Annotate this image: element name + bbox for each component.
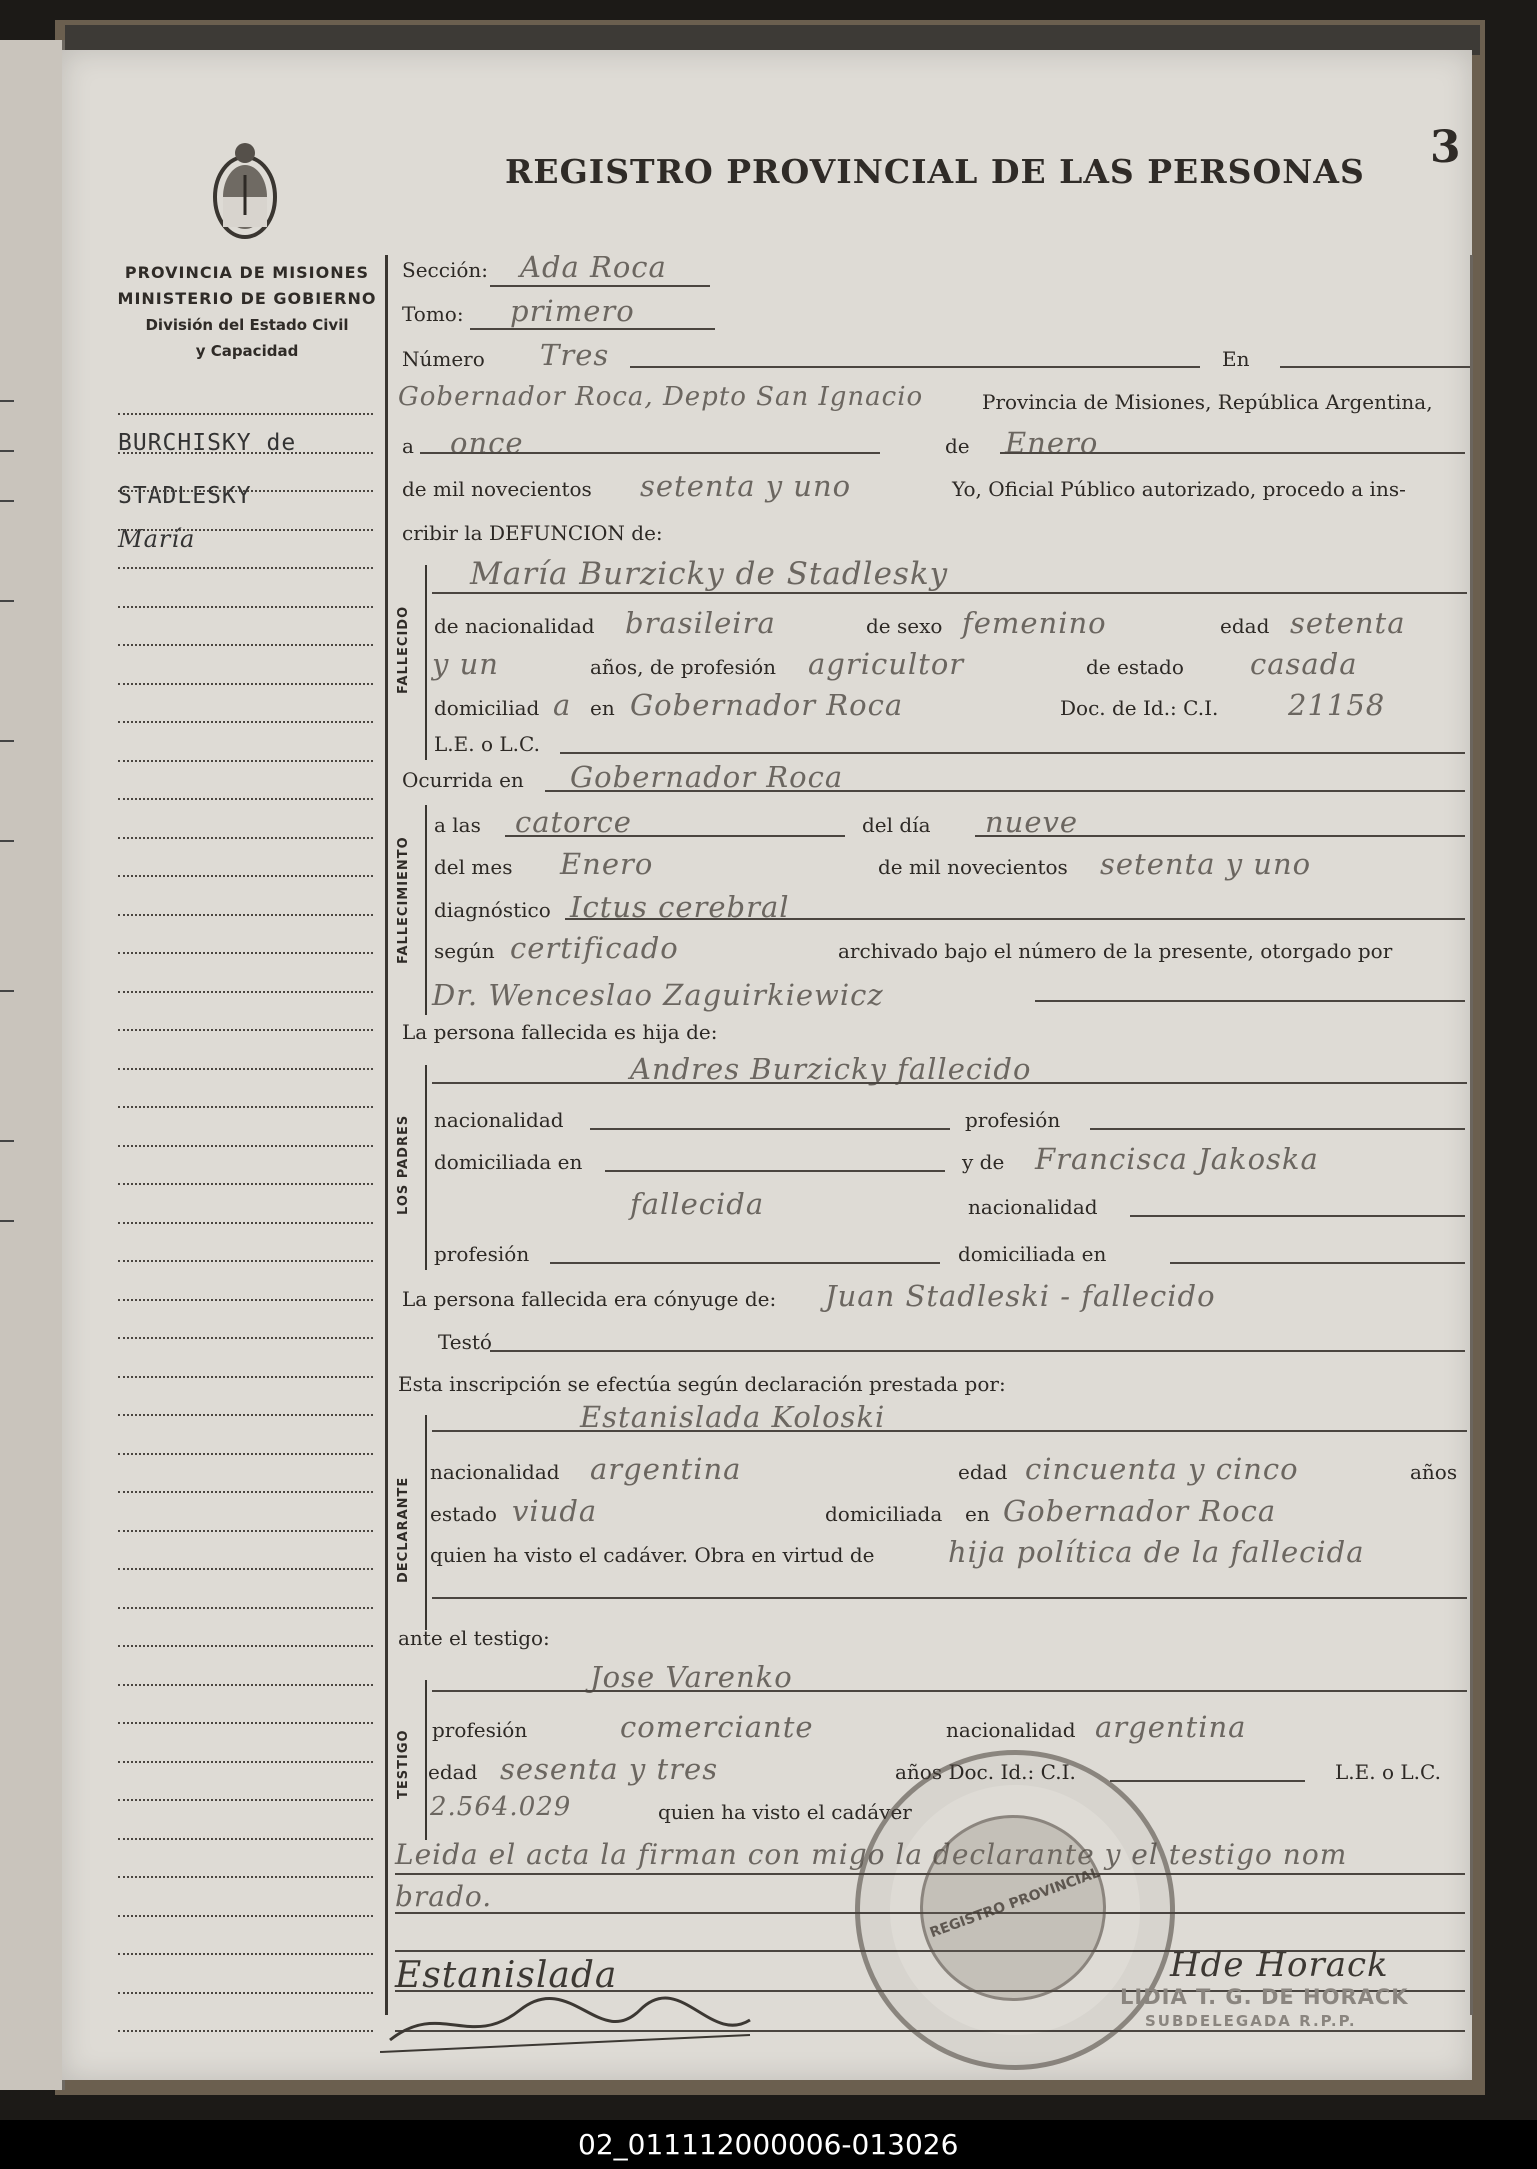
estado-value: casada <box>1250 647 1358 681</box>
y-de-label: y de <box>962 1150 1005 1174</box>
edad-decl-value: cincuenta y cinco <box>1025 1452 1299 1486</box>
nac-test-label: nacionalidad <box>946 1718 1076 1742</box>
testo-line <box>490 1350 1465 1352</box>
en-label: En <box>1222 347 1250 371</box>
domic-decl-label: domiciliada <box>825 1502 943 1526</box>
tomo-label: Tomo: <box>402 302 464 326</box>
testigo-line <box>432 1690 1467 1692</box>
margin-rule <box>118 1645 373 1647</box>
margin-rule <box>118 1953 373 1955</box>
official-name: LIDIA T. G. DE HORACK <box>1120 1985 1409 2009</box>
nac-decl-value: argentina <box>590 1452 742 1486</box>
margin-surname-2: STADLESKY <box>118 483 252 509</box>
side-label-fallecido: FALLECIDO <box>396 605 411 695</box>
side-label-declarante: DECLARANTE <box>396 1476 411 1584</box>
prof-test-label: profesión <box>432 1718 528 1742</box>
nac-test-value: argentina <box>1095 1710 1247 1744</box>
leida-value-2: brado. <box>395 1880 493 1913</box>
seccion-label: Sección: <box>402 258 488 282</box>
nacionalidad3-label: nacionalidad <box>968 1195 1098 1219</box>
visto-text: quien ha visto el cadáver. Obra en virtud de <box>430 1543 875 1567</box>
le-lc2-label: L.E. o L.C. <box>1335 1760 1441 1784</box>
official-signature: Hde Horack <box>1170 1945 1389 1985</box>
block-bracket <box>425 1415 427 1630</box>
edad-label: edad <box>1220 614 1270 638</box>
nacionalidad-value: brasileira <box>625 606 776 640</box>
testigo-value: Jose Varenko <box>590 1660 793 1694</box>
conyuge-text: La persona fallecida era cónyuge de: <box>402 1287 777 1311</box>
nacionalidad2-line <box>590 1128 950 1130</box>
year-label: de mil novecientos <box>402 477 592 501</box>
margin-rule <box>118 1876 373 1878</box>
block-bracket <box>425 1680 427 1840</box>
doc-label: Doc. de Id.: C.I. <box>1060 696 1219 720</box>
margin-rule <box>118 1799 373 1801</box>
tomo-value: primero <box>510 294 635 328</box>
document-title: REGISTRO PROVINCIAL DE LAS PERSONAS <box>505 152 1365 191</box>
doctor-line <box>1035 1000 1465 1002</box>
margin-rule <box>118 1761 373 1763</box>
declarante-value: Estanislada Koloski <box>580 1400 886 1434</box>
margin-rule <box>118 1414 373 1416</box>
previous-page-edge <box>0 40 65 2090</box>
en-line <box>1280 366 1470 368</box>
fallecida-value: fallecida <box>630 1187 765 1221</box>
doctor-value: Dr. Wenceslao Zaguirkiewicz <box>432 978 884 1012</box>
domiciliada-line <box>605 1170 945 1172</box>
margin-rule <box>118 1453 373 1455</box>
numero-label: Número <box>402 347 485 371</box>
margin-rule <box>118 1491 373 1493</box>
margin-rule <box>118 1106 373 1108</box>
domic-decl-value: Gobernador Roca <box>1003 1494 1277 1528</box>
issuing-authority <box>112 260 382 364</box>
official-title: SUBDELEGADA R.P.P. <box>1145 2012 1357 2030</box>
side-label-padres: LOS PADRES <box>396 1114 411 1216</box>
diagnostico-label: diagnóstico <box>434 898 551 922</box>
declarante-line <box>432 1430 1467 1432</box>
anio-value: setenta y uno <box>1100 847 1312 881</box>
margin-rule <box>118 1607 373 1609</box>
official-seal-stamp <box>855 1750 1175 2070</box>
block-bracket <box>425 805 427 1015</box>
margin-rule <box>118 837 373 839</box>
inscribir-text: cribir la DEFUNCION de: <box>402 521 663 545</box>
domiciliad-suffix: a <box>553 688 572 722</box>
margin-rule <box>118 1299 373 1301</box>
province-label: PROVINCIA DE MISIONES <box>124 263 370 282</box>
segun-label: según <box>434 939 495 963</box>
declarante-signature: Estanislada <box>395 1955 618 1996</box>
padre-line <box>432 1082 1467 1084</box>
margin-rule <box>118 1684 373 1686</box>
mes-value: Enero <box>560 847 654 881</box>
inscripcion-text: Esta inscripción se efectúa según declaración prestada por: <box>398 1372 1006 1396</box>
month-value: Enero <box>1005 426 1099 460</box>
hora-value: catorce <box>515 805 632 839</box>
block-bracket <box>425 565 427 760</box>
le-lc-label: L.E. o L.C. <box>434 732 540 756</box>
profesion3-label: profesión <box>434 1242 530 1266</box>
sexo-value: femenino <box>962 606 1107 640</box>
day-line <box>420 452 880 454</box>
edad-decl-label: edad <box>958 1460 1008 1484</box>
division-label-2: y Capacidad <box>195 342 299 360</box>
seccion-value: Ada Roca <box>520 250 667 284</box>
leida-value: Leida el acta la firman con migo la declarante y el testigo nom <box>395 1838 1348 1871</box>
ocurrida-value: Gobernador Roca <box>570 760 844 794</box>
margin-rule <box>118 1722 373 1724</box>
margin-rule <box>118 1376 373 1378</box>
doc-test-value: 2.564.029 <box>430 1792 572 1822</box>
margin-given-name: María <box>118 525 196 553</box>
domicilio-en-label: en <box>590 696 615 720</box>
margin-rule <box>118 490 373 492</box>
day-value: once <box>450 426 524 460</box>
side-label-testigo: TESTIGO <box>396 1729 411 1800</box>
testo-label: Testó <box>438 1330 492 1354</box>
domiciliada2-label: domiciliada en <box>958 1242 1107 1266</box>
margin-rule <box>118 1222 373 1224</box>
margin-rule <box>118 1068 373 1070</box>
block-bracket <box>425 1065 427 1270</box>
margin-rule <box>118 1992 373 1994</box>
stamp-text: REGISTRO PROVINCIAL <box>927 1864 1103 1942</box>
diagnostico-value: Ictus cerebral <box>570 890 790 924</box>
margin-rule <box>118 683 373 685</box>
virtud-line-2 <box>432 1597 1467 1599</box>
column-divider <box>385 255 388 2015</box>
domiciliada-label: domiciliada en <box>434 1150 583 1174</box>
division-label: División del Estado Civil <box>145 316 349 334</box>
margin-rule <box>118 1337 373 1339</box>
numero-value: Tres <box>540 338 610 372</box>
domiciliada2-line <box>1170 1262 1465 1264</box>
ocurrida-label: Ocurrida en <box>402 768 524 792</box>
ocurrida-line <box>545 790 1465 792</box>
de-label: de <box>945 434 970 458</box>
padre-value: Andres Burzicky fallecido <box>630 1052 1032 1086</box>
side-label-fallecimiento: FALLECIMIENTO <box>396 836 411 964</box>
hija-text: La persona fallecida es hija de: <box>402 1020 718 1044</box>
doc-value: 21158 <box>1288 688 1386 722</box>
sexo-label: de sexo <box>866 614 943 638</box>
dia-value: nueve <box>985 805 1079 839</box>
visto2-text: quien ha visto el cadáver <box>658 1800 912 1824</box>
margin-rule <box>118 567 373 569</box>
anos-doc-label: años Doc. Id.: C.I. <box>895 1760 1076 1784</box>
madre-value: Francisca Jakoska <box>1035 1142 1319 1176</box>
a-label: a <box>402 434 414 458</box>
le-lc-line <box>560 752 1465 754</box>
testigo-text: ante el testigo: <box>398 1626 550 1650</box>
margin-rule <box>118 1029 373 1031</box>
tomo-line <box>470 328 715 330</box>
margin-rule <box>118 875 373 877</box>
nac-decl-label: nacionalidad <box>430 1460 560 1484</box>
margin-rule <box>118 644 373 646</box>
ministry-label: MINISTERIO DE GOBIERNO <box>117 289 377 308</box>
nacionalidad-label: de nacionalidad <box>434 614 595 638</box>
virtud-value: hija política de la fallecida <box>948 1535 1365 1569</box>
oficial-text: Yo, Oficial Público autorizado, procedo a ins- <box>952 477 1406 501</box>
edad-value-2: y un <box>432 647 499 681</box>
dia-line <box>975 835 1465 837</box>
margin-rule <box>118 529 373 531</box>
margin-rule <box>118 1260 373 1262</box>
document-id: 02_011112000006-013026 <box>578 2128 959 2161</box>
anos-label: años <box>1410 1460 1458 1484</box>
year-value: setenta y uno <box>640 469 852 503</box>
conyuge-value: Juan Stadleski - fallecido <box>825 1279 1216 1313</box>
diagnostico-line <box>565 918 1465 920</box>
nacionalidad2-label: nacionalidad <box>434 1108 564 1132</box>
en-decl-label: en <box>965 1502 990 1526</box>
place-value: Gobernador Roca, Depto San Ignacio <box>398 382 924 412</box>
domicilio-value: Gobernador Roca <box>630 688 904 722</box>
prof-test-value: comerciante <box>620 1710 814 1744</box>
margin-rule <box>118 1145 373 1147</box>
domiciliad-label: domiciliad <box>434 696 540 720</box>
seccion-line <box>490 285 710 287</box>
margin-rule <box>118 914 373 916</box>
argentina-coat-of-arms-icon <box>205 135 285 245</box>
margin-rule <box>118 1530 373 1532</box>
signature-scribble <box>380 1990 760 2060</box>
numero-line <box>630 366 1200 368</box>
profesion-value: agricultor <box>808 647 965 681</box>
estado-decl-label: estado <box>430 1502 497 1526</box>
estado-decl-value: viuda <box>512 1494 598 1528</box>
anos-profesion-label: años, de profesión <box>590 655 777 679</box>
month-line <box>1000 452 1465 454</box>
margin-rule <box>118 606 373 608</box>
margin-rule <box>118 991 373 993</box>
edad-value: setenta <box>1290 606 1406 640</box>
profesion2-label: profesión <box>965 1108 1061 1132</box>
edad-test-label: edad <box>428 1760 478 1784</box>
del-dia-label: del día <box>862 813 931 837</box>
margin-rule <box>118 1915 373 1917</box>
deceased-line <box>432 592 1467 594</box>
margin-rule <box>118 413 373 415</box>
segun-value: certificado <box>510 931 679 965</box>
margin-rule <box>118 1838 373 1840</box>
de-mil-label: de mil novecientos <box>878 855 1068 879</box>
a-las-label: a las <box>434 813 481 837</box>
margin-rule <box>118 1183 373 1185</box>
archivado-text: archivado bajo el número de la presente, otorgado por <box>838 939 1393 963</box>
margin-rule <box>118 760 373 762</box>
profesion3-line <box>550 1262 940 1264</box>
margin-rule <box>118 721 373 723</box>
profesion2-line <box>1090 1128 1465 1130</box>
margin-rule <box>118 952 373 954</box>
provincia-text: Provincia de Misiones, República Argentina, <box>982 390 1433 414</box>
doc-test-line <box>1110 1780 1305 1782</box>
margin-rule <box>118 452 373 454</box>
footer-bar <box>0 2120 1537 2169</box>
margin-surname-1: BURCHISKY de <box>118 430 297 456</box>
nacionalidad3-line <box>1130 1215 1465 1217</box>
del-mes-label: del mes <box>434 855 513 879</box>
estado-label: de estado <box>1086 655 1184 679</box>
edad-test-value: sesenta y tres <box>500 1752 719 1786</box>
page-number: 3 <box>1430 122 1461 173</box>
margin-rule <box>118 2030 373 2032</box>
hora-line <box>505 835 845 837</box>
margin-rule <box>118 1568 373 1570</box>
deceased-name: María Burzicky de Stadlesky <box>470 556 949 592</box>
margin-rule <box>118 798 373 800</box>
right-border <box>1470 255 1473 2015</box>
